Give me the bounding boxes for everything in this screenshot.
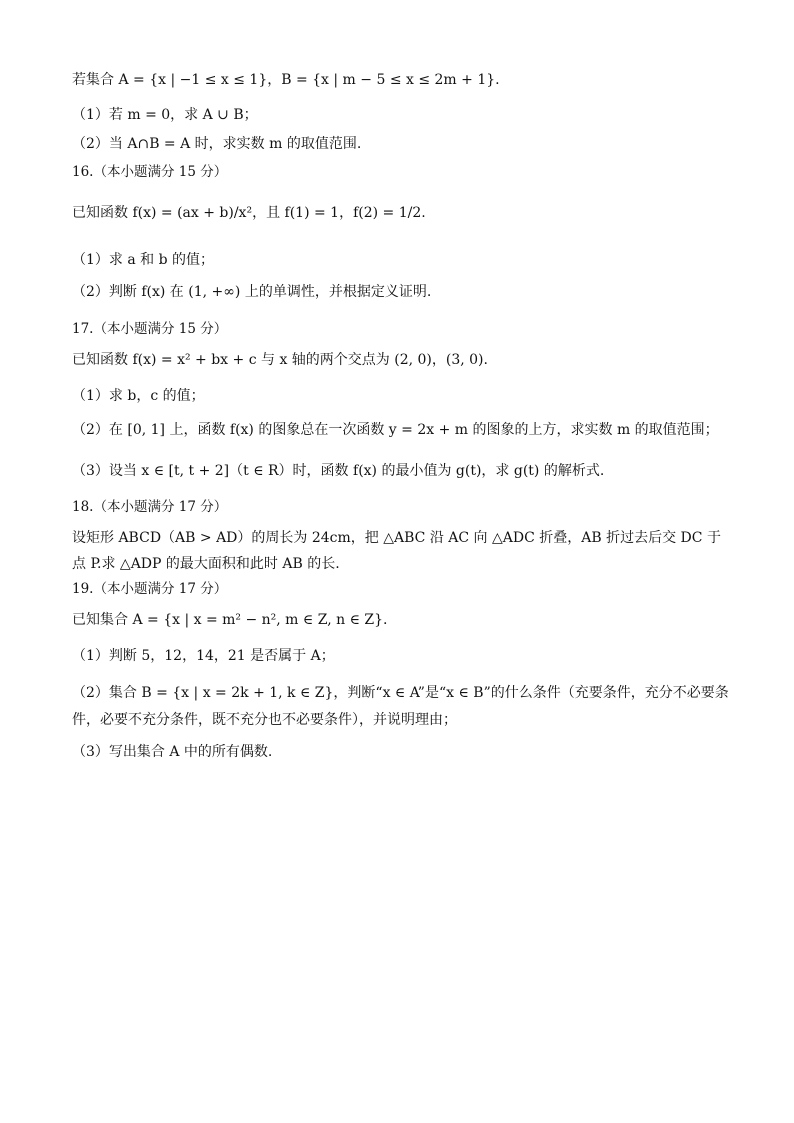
problem-19-part-1: （1）判断 5，12，14，21 是否属于 A； [72, 648, 335, 664]
problem-17-stem: 已知函数 f(x) = x² + bx + c 与 x 轴的两个交点为 (2, 0)，(3, 0). [72, 352, 488, 368]
problem-19-header: 19.（本小题满分 17 分） [72, 581, 228, 597]
problem-19-part-3: （3）写出集合 A 中的所有偶数. [72, 744, 273, 760]
problem-17-part-3: （3）设当 x ∈ [t, t + 2]（t ∈ R）时，函数 f(x) 的最小值为 g(t)，求 g(t) 的解析式. [72, 463, 605, 479]
problem-15-part-2: （2）当 A∩B = A 时，求实数 m 的取值范围. [72, 136, 362, 152]
problem-18-stem: 设矩形 ABCD（AB > AD）的周长为 24cm，把 △ABC 沿 AC 向 △ADC 折叠，AB 折过去后交 DC 于点 P.求 △ADP 的最大面积和此时 AB 的长. [72, 530, 721, 572]
problem-18-header: 18.（本小题满分 17 分） [72, 499, 228, 515]
problem-17-part-2: （2）在 [0, 1] 上，函数 f(x) 的图象总在一次函数 y = 2x + m 的图象的上方，求实数 m 的取值范围； [72, 422, 719, 438]
problem-19-part-2: （2）集合 B = {x | x = 2k + 1, k ∈ Z}，判断“x ∈ A”是“x ∈ B”的什么条件（充要条件，充分不必要条件，必要不充分条件，既不充分也不必要条件），并说明理由； [72, 685, 729, 728]
problem-16-part-1: （1）求 a 和 b 的值； [72, 252, 215, 268]
problem-16-stem: 已知函数 f(x) = (ax + b)/x²，且 f(1) = 1，f(2) = 1/2. [72, 205, 426, 221]
problem-15-stem: 若集合 A = {x | −1 ≤ x ≤ 1}，B = {x | m − 5 ≤ x ≤ 2m + 1}. [72, 72, 500, 88]
problem-15-part-1: （1）若 m = 0，求 A ∪ B； [72, 107, 258, 123]
problem-17-header: 17.（本小题满分 15 分） [72, 321, 228, 337]
problem-16-part-2: （2）判断 f(x) 在 (1, +∞) 上的单调性，并根据定义证明. [72, 284, 432, 300]
problem-17-part-1: （1）求 b，c 的值； [72, 388, 205, 404]
problem-16-header: 16.（本小题满分 15 分） [72, 164, 228, 180]
problem-19-stem: 已知集合 A = {x | x = m² − n², m ∈ Z, n ∈ Z}. [72, 612, 388, 628]
